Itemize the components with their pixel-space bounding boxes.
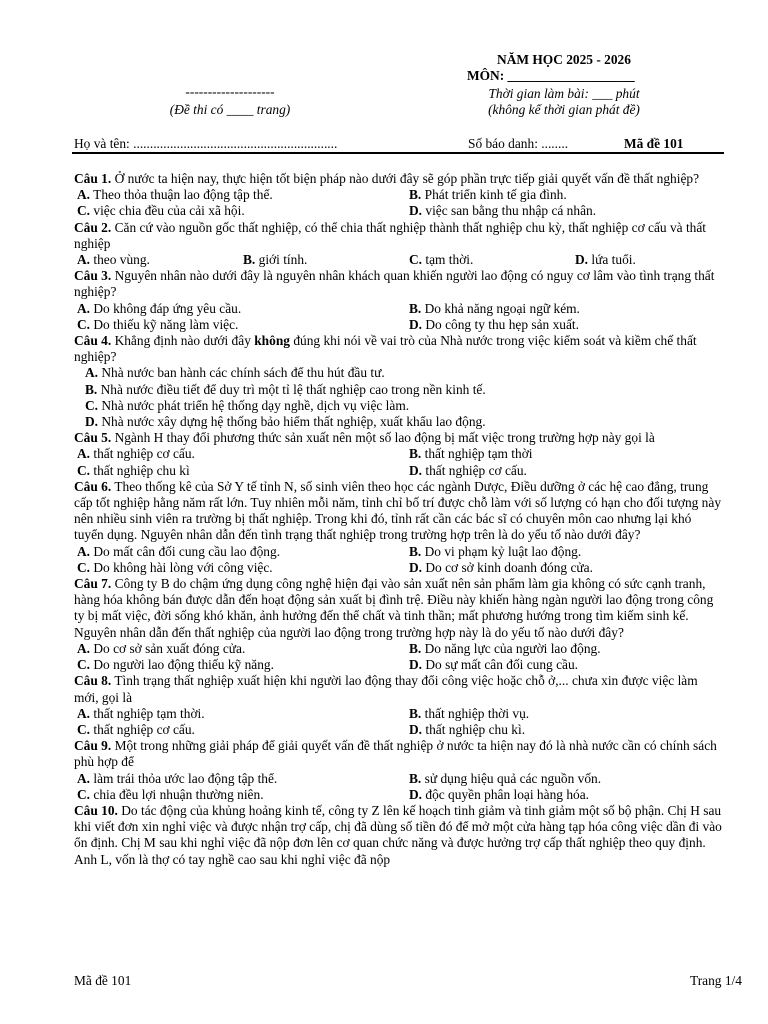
option-letter: D.	[409, 462, 423, 478]
school-year: NĂM HỌC 2025 - 2026	[497, 52, 631, 67]
question-stem	[74, 171, 724, 187]
page-count: (Đề thi có ____ trang)	[169, 102, 291, 117]
option-text: thất nghiệp cơ cấu.	[422, 462, 527, 478]
option-text: thất nghiệp chu kì	[90, 462, 190, 478]
option-text: làm trái thỏa ước lao động tập thể.	[90, 770, 278, 786]
answer-option	[74, 771, 406, 787]
option-text: việc san bằng thu nhập cá nhân.	[422, 203, 597, 219]
option-text: Do người lao động thiếu kỹ năng.	[90, 657, 274, 673]
header-divider	[72, 152, 724, 154]
option-letter: A.	[77, 543, 91, 559]
answer-options	[74, 544, 724, 576]
option-letter: C.	[409, 252, 423, 268]
answer-option	[74, 382, 724, 398]
question-number: Câu 5.	[74, 430, 112, 446]
option-letter: A.	[85, 365, 99, 381]
student-id-line: Số báo danh: ........	[468, 136, 569, 151]
answer-option	[406, 463, 724, 479]
option-letter: D.	[85, 414, 99, 430]
question-number: Câu 8.	[74, 673, 112, 689]
option-letter: C.	[77, 316, 91, 332]
question-text: Do tác động của khủng hoảng kinh tế, công ty Z lên kế hoạch tinh giảm và tinh giảm một số bộ phận. Chị H sau khi viết đơn xin nghỉ việc và được nhận trợ cấp, chị đã dùng số tiền đó để mở một cửa hàng tạp hóa công việc dần đi vào ổn định. Chị M sau khi nghỉ việc đã nộp đơn lên cơ quan chức năng và được hưởng trợ cấp thất nghiệp theo quy định. Anh L, vốn là thợ có tay nghề cao sau khi nghỉ việc đã nộp	[74, 802, 722, 867]
option-text: Theo thỏa thuận lao động tập thể.	[90, 187, 273, 203]
option-text: Nhà nước ban hành các chính sách để thu hút đầu tư.	[98, 365, 385, 381]
option-text: Phát triển kinh tế gia đình.	[421, 187, 567, 203]
answer-option	[74, 722, 406, 738]
option-letter: A.	[77, 640, 91, 656]
question-list	[74, 171, 724, 868]
question-number: Câu 10.	[74, 802, 118, 818]
option-letter: B.	[409, 770, 422, 786]
option-text: việc chia đều của cải xã hội.	[90, 203, 245, 219]
option-letter: B.	[409, 187, 422, 203]
option-letter: A.	[77, 446, 91, 462]
answer-option	[74, 657, 406, 673]
option-text: Do thiếu kỹ năng làm việc.	[90, 316, 239, 332]
question-text: Nguyên nhân nào dưới đây là nguyên nhân khách quan khiến người lao động có nguy cơ lâm vào tình trạng thất nghiệp?	[74, 268, 715, 300]
question-number: Câu 7.	[74, 576, 112, 592]
option-letter: B.	[409, 300, 422, 316]
answer-option	[406, 657, 724, 673]
question-text: Khẳng định nào dưới đây	[111, 333, 255, 349]
answer-option	[406, 203, 724, 219]
option-text: Do mất cân đối cung cầu lao động.	[90, 543, 281, 559]
exam-time: Thời gian làm bài: ___ phút	[488, 86, 640, 101]
answer-option	[406, 787, 724, 803]
question-text: Tình trạng thất nghiệp xuất hiện khi người lao động thay đổi công việc hoặc chỗ ở,... chưa xin được việc làm mới, gọi là	[74, 673, 698, 705]
answer-option	[406, 187, 724, 203]
option-letter: D.	[575, 252, 589, 268]
answer-options	[74, 446, 724, 478]
answer-option	[406, 317, 724, 333]
option-text: Nhà nước điều tiết để duy trì một tỉ lệ thất nghiệp cao trong nền kinh tế.	[97, 381, 486, 397]
question-number: Câu 3.	[74, 268, 112, 284]
question-stem	[74, 268, 724, 300]
option-text: Do vi phạm kỷ luật lao động.	[421, 543, 582, 559]
option-letter: A.	[77, 187, 91, 203]
option-letter: C.	[85, 397, 99, 413]
time-note: (không kể thời gian phát đề)	[488, 102, 640, 117]
option-text: giới tính.	[255, 252, 308, 268]
question-text: Ở nước ta hiện nay, thực hiện tốt biện pháp nào dưới đây sẽ góp phần trực tiếp giải quyết vấn đề thất nghiệp?	[111, 171, 700, 186]
answer-options	[74, 187, 724, 219]
question-text: Căn cứ vào nguồn gốc thất nghiệp, có thể chia thất nghiệp thành thất nghiệp chu kỳ, thất nghiệp cơ cấu và thất nghiệp	[74, 219, 707, 251]
answer-option	[406, 252, 572, 268]
option-text: Do cơ sở sản xuất đóng cửa.	[90, 640, 246, 656]
answer-option	[74, 446, 406, 462]
answer-option	[74, 787, 406, 803]
question-stem	[74, 576, 724, 641]
answer-option	[240, 252, 406, 268]
question-text: Công ty B do chậm ứng dụng công nghệ hiện đại vào sản xuất nên sản phẩm làm gia không có sức cạnh tranh, hàng hóa không bán được dẫn đến hoạt động sản xuất bị đình trệ. Điều này khiến hàng ngàn người lao động trong công ty bị mất việc, đời sống khó khăn, ảnh hưởng đến thể chất và tinh thần; mất phương hướng trong tìm kiếm sinh kế. Nguyên nhân dẫn đến thất nghiệp của người lao động trong trường hợp này là do yếu tố nào dưới đây?	[74, 576, 714, 640]
option-text: Do khả năng ngoại ngữ kém.	[421, 300, 580, 316]
question-stem	[74, 333, 724, 365]
question-stem	[74, 479, 724, 544]
question-stem	[74, 220, 724, 252]
answer-option	[74, 706, 406, 722]
answer-options	[74, 771, 724, 803]
answer-options	[74, 706, 724, 738]
question-number: Câu 1.	[74, 171, 112, 186]
option-letter: C.	[77, 462, 91, 478]
question-stem	[74, 430, 724, 446]
answer-option	[406, 560, 724, 576]
option-text: Do không đáp ứng yêu cầu.	[90, 300, 242, 316]
answer-option	[74, 398, 724, 414]
option-letter: A.	[77, 705, 91, 721]
option-letter: B.	[409, 705, 422, 721]
option-letter: D.	[409, 721, 423, 737]
answer-option	[74, 560, 406, 576]
exam-code: Mã đề 101	[624, 136, 684, 151]
answer-option	[406, 706, 724, 722]
option-letter: B.	[243, 252, 256, 268]
question-text: Theo thống kê của Sở Y tế tỉnh N, số sinh viên theo học các ngành Dược, Điều dưỡng ở các hệ cao đẳng, trung cấp tốt nghiệp hằng năm rất lớn. Tuy nhiên mỗi năm, tỉnh chỉ bố trí được chỗ làm với số lượng có hạn cho đối tượng này nên nhiều sinh viên ra trường bị thất nghiệp. Trong khi đó, tỉnh rất cần các bác sĩ có chuyên môn cao nhưng lại khó tuyển dụng. Nguyên nhân dẫn đến tình trạng thất nghiệp trong trường hợp trên là do yếu tố nào dưới đây?	[74, 478, 722, 543]
question-stem	[74, 803, 724, 868]
option-letter: A.	[77, 252, 91, 268]
option-letter: A.	[77, 300, 91, 316]
option-text: Nhà nước phát triển hệ thống dạy nghề, dịch vụ việc làm.	[98, 397, 410, 413]
option-text: tạm thời.	[422, 252, 474, 268]
option-text: Nhà nước xây dựng hệ thống bảo hiểm thất nghiệp, xuất khẩu lao động.	[98, 414, 486, 430]
answer-option	[74, 365, 724, 381]
header-dashes: --------------------	[185, 84, 275, 99]
option-text: chia đều lợi nhuận thường niên.	[90, 786, 264, 802]
question-number: Câu 2.	[74, 219, 112, 235]
option-text: thất nghiệp thời vụ.	[421, 705, 530, 721]
answer-option	[406, 446, 724, 462]
option-text: thất nghiệp cơ cấu.	[90, 721, 195, 737]
option-text: Do công ty thu hẹp sản xuất.	[422, 316, 579, 332]
answer-option	[406, 722, 724, 738]
option-letter: C.	[77, 657, 91, 673]
answer-option	[406, 771, 724, 787]
answer-option	[572, 252, 724, 268]
answer-option	[74, 414, 724, 430]
answer-options	[74, 252, 724, 268]
option-letter: C.	[77, 203, 91, 219]
option-letter: D.	[409, 559, 423, 575]
answer-option	[406, 544, 724, 560]
student-name-line: Họ và tên: .............................................................	[74, 136, 338, 151]
option-letter: D.	[409, 316, 423, 332]
question-text: Ngành H thay đổi phương thức sản xuất nên một số lao động bị mất việc trong trường hợp này gọi là	[111, 430, 655, 446]
question-text: đúng khi nói về vai trò của Nhà nước trong việc kiểm soát và kiềm chế thất nghiệp?	[74, 333, 697, 365]
option-letter: D.	[409, 657, 423, 673]
option-text: sử dụng hiệu quả các nguồn vốn.	[421, 770, 602, 786]
answer-options	[74, 301, 724, 333]
question-text-emphasis: không	[254, 333, 290, 349]
option-text: thất nghiệp chu kì.	[422, 721, 526, 737]
footer-page-number: Trang 1/4	[690, 973, 742, 988]
answer-options	[74, 641, 724, 673]
option-letter: B.	[85, 381, 98, 397]
footer-exam-code: Mã đề 101	[74, 973, 132, 988]
option-text: Do cơ sở kinh doanh đóng cửa.	[422, 559, 593, 575]
answer-option	[74, 544, 406, 560]
option-text: lứa tuổi.	[588, 252, 636, 268]
option-text: Do năng lực của người lao động.	[421, 640, 601, 656]
option-letter: A.	[77, 770, 91, 786]
option-letter: C.	[77, 721, 91, 737]
question-number: Câu 6.	[74, 478, 112, 494]
option-text: thất nghiệp tạm thời.	[90, 705, 205, 721]
option-letter: B.	[409, 446, 422, 462]
option-text: Do không hài lòng với công việc.	[90, 559, 273, 575]
question-number: Câu 4.	[74, 333, 112, 349]
answer-option	[74, 641, 406, 657]
question-stem	[74, 673, 724, 705]
answer-options	[74, 365, 724, 430]
answer-option	[74, 252, 240, 268]
option-letter: B.	[409, 543, 422, 559]
option-text: theo vùng.	[90, 252, 150, 268]
subject-field: MÔN: ___________________	[467, 68, 635, 83]
option-letter: C.	[77, 786, 91, 802]
option-letter: D.	[409, 786, 423, 802]
question-text: Một trong những giải pháp để giải quyết vấn đề thất nghiệp ở nước ta hiện nay đó là nhà nước cần có chính sách phù hợp để	[74, 738, 717, 770]
answer-option	[74, 317, 406, 333]
option-text: thất nghiệp tạm thời	[421, 446, 533, 462]
question-number: Câu 9.	[74, 738, 112, 754]
option-text: độc quyền phân loại hàng hóa.	[422, 786, 589, 802]
answer-option	[74, 301, 406, 317]
answer-option	[74, 203, 406, 219]
option-text: Do sự mất cân đối cung cầu.	[422, 657, 579, 673]
answer-option	[74, 187, 406, 203]
question-stem	[74, 738, 724, 770]
option-text: thất nghiệp cơ cấu.	[90, 446, 195, 462]
option-letter: C.	[77, 559, 91, 575]
answer-option	[406, 301, 724, 317]
answer-option	[406, 641, 724, 657]
answer-option	[74, 463, 406, 479]
option-letter: B.	[409, 640, 422, 656]
option-letter: D.	[409, 203, 423, 219]
